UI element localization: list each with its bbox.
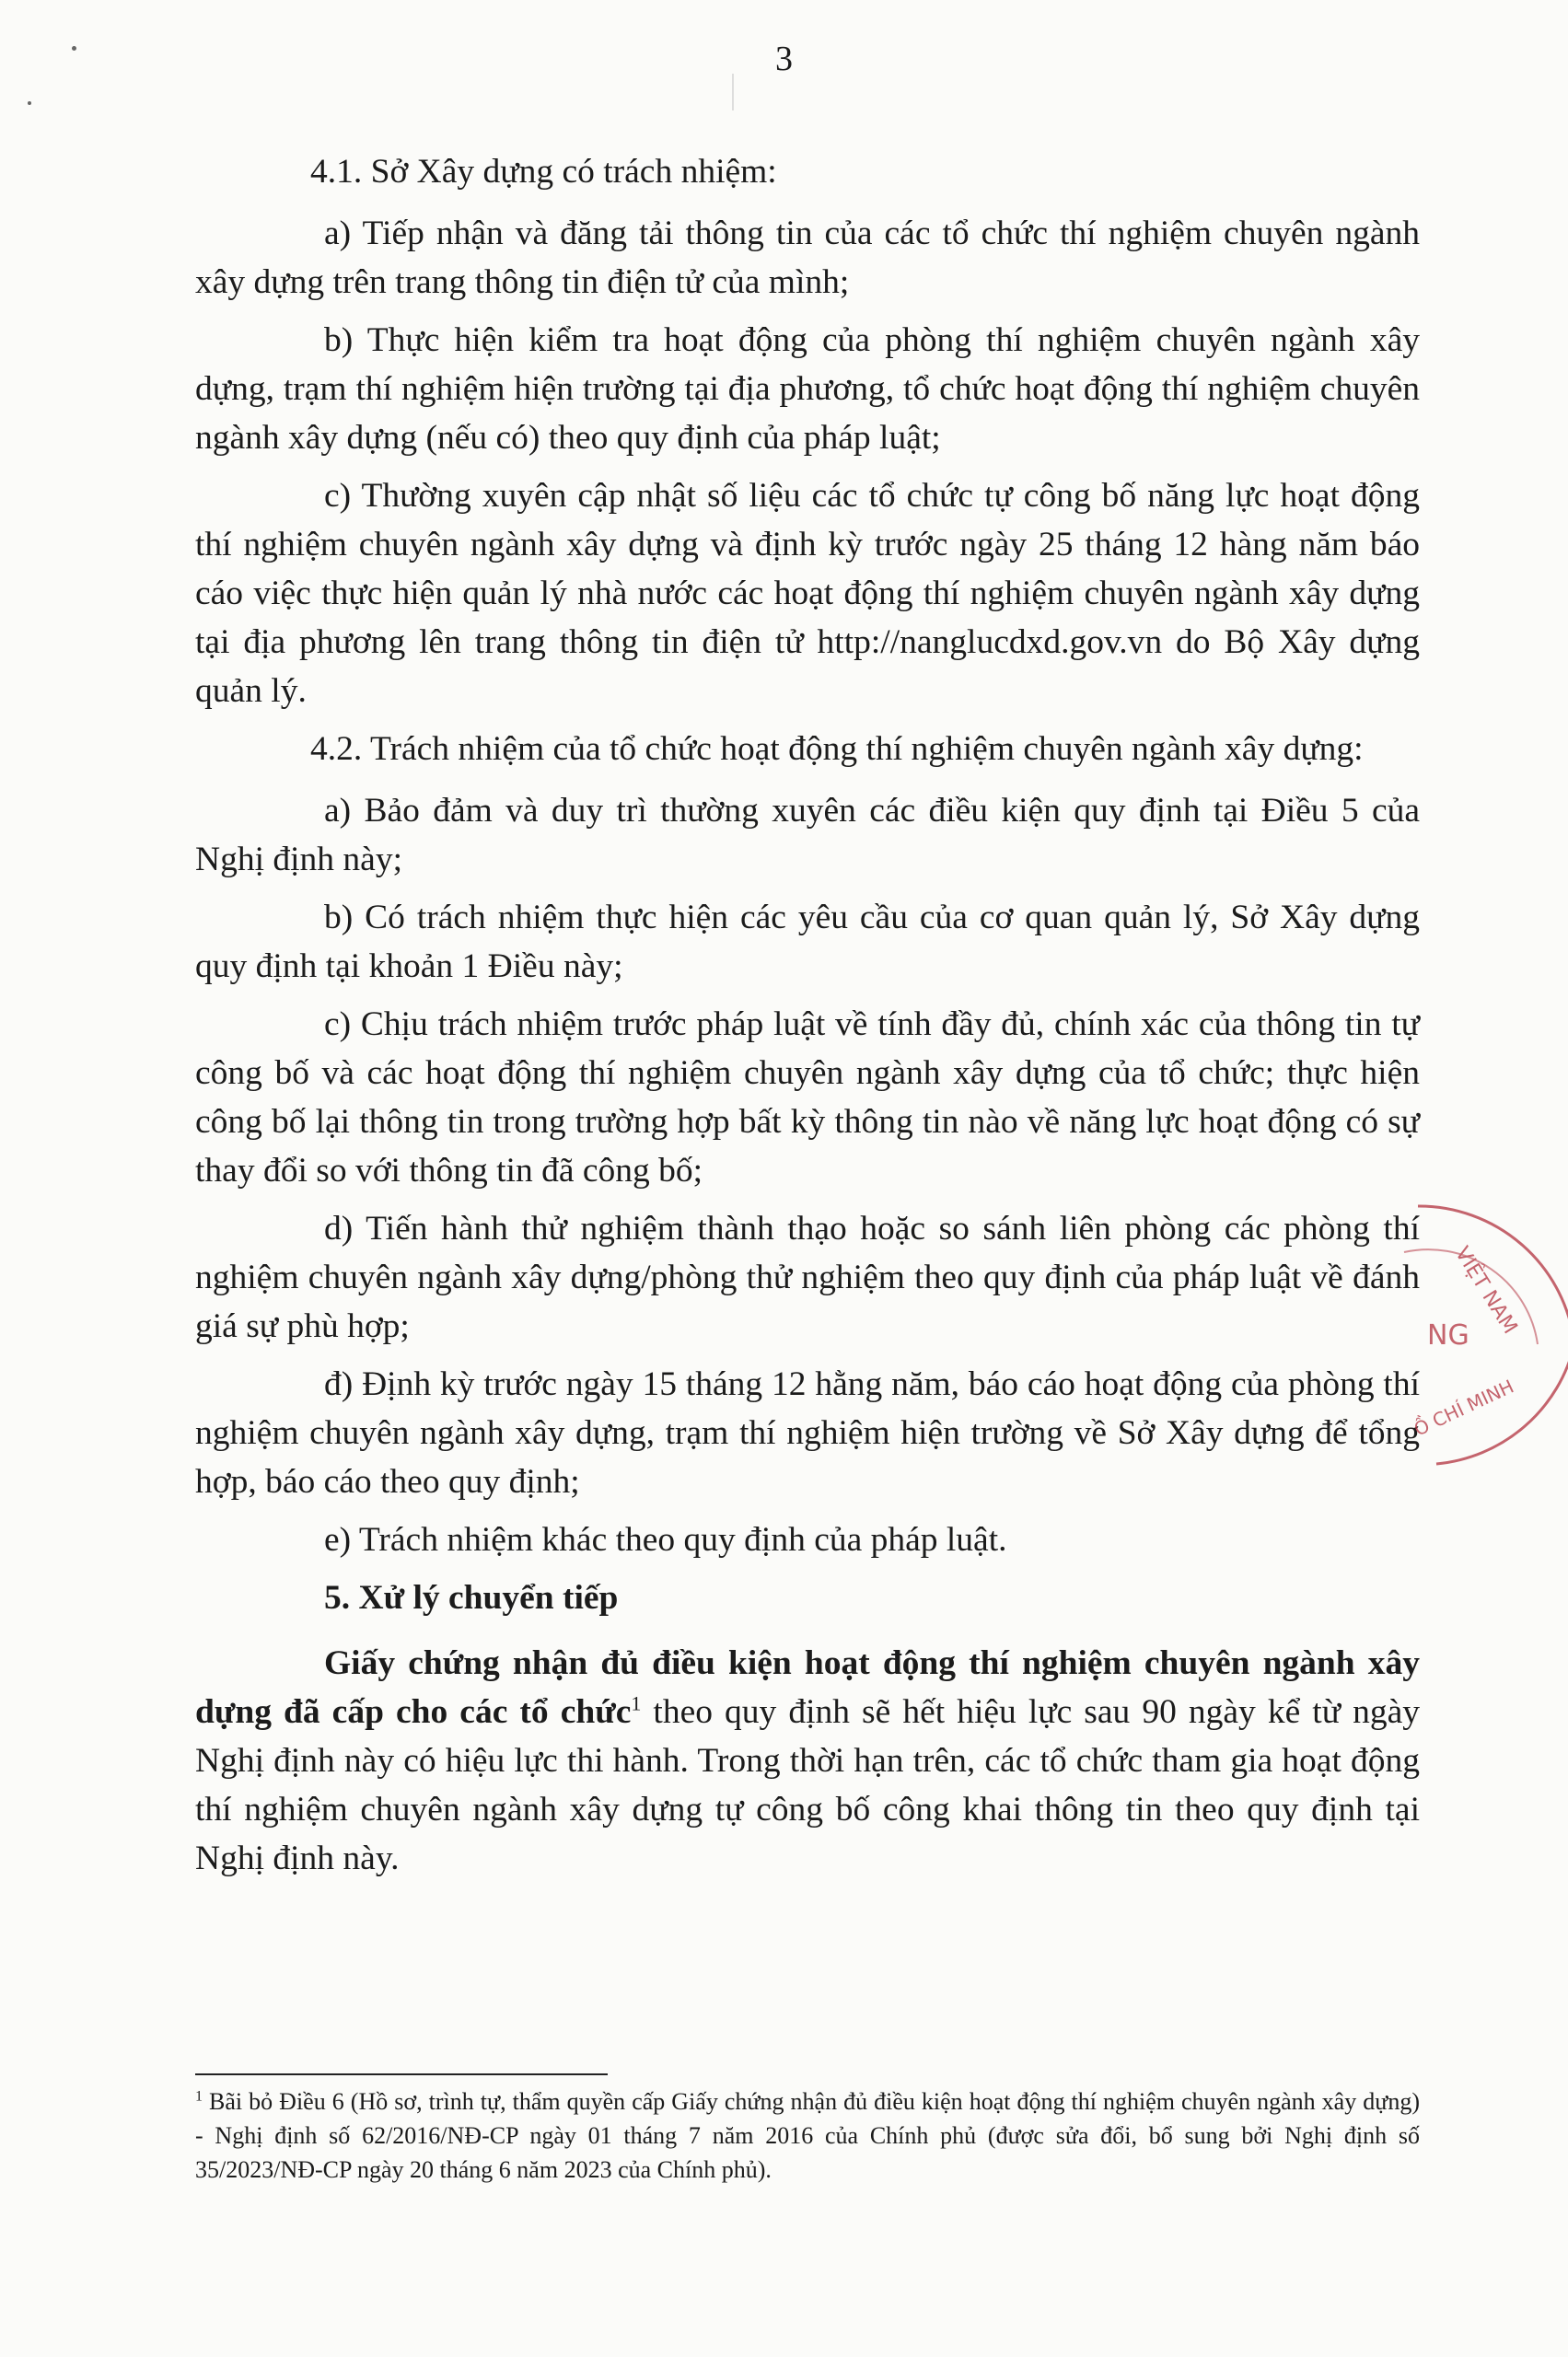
page-number: 3 [775,40,793,78]
seal-text-bottom: Ồ CHÍ MINH [1410,1375,1517,1441]
clause-4-2-c: c) Chịu trách nhiệm trước pháp luật về tính đầy đủ, chính xác của thông tin tự công bố và các hoạt động thí nghiệm chuyên ngành xây dựng của tổ chức; thực hiện công bố lại thông tin trong trường hợp bất kỳ thông tin nào về năng lực hoạt động có sự thay đổi so với thông tin đã công bố; [195,1005,1420,1190]
footnote-reference[interactable]: 1 [631,1691,642,1715]
seal-text-mid: NG [1427,1319,1469,1352]
clause-4-2-heading: 4.2. Trách nhiệm của tổ chức hoạt động thí nghiệm chuyên ngành xây dựng: [310,730,1364,768]
clause-4-2-dd: đ) Định kỳ trước ngày 15 tháng 12 hằng năm, báo cáo hoạt động của phòng thí nghiệm chuyên ngành xây dựng, trạm thí nghiệm hiện trường về Sở Xây dựng để tổng hợp, báo cáo theo quy định; [195,1365,1420,1501]
clause-4-1-c: c) Thường xuyên cập nhật số liệu các tổ chức tự công bố năng lực hoạt động thí nghiệm chuyên ngành xây dựng và định kỳ trước ngày 25 tháng 12 hàng năm báo cáo việc thực hiện quản lý nhà nước các hoạt động thí nghiệm chuyên ngành xây dựng tại địa phương lên trang thông tin điện tử http://nanglucdxd.gov.vn do Bộ Xây dựng quản lý. [195,477,1420,710]
official-seal-stamp [1400,1188,1568,1482]
section-5-paragraph [195,1639,1420,1883]
section-5-title: 5. Xử lý chuyển tiếp [324,1579,619,1617]
clause-4-2-d: d) Tiến hành thử nghiệm thành thạo hoặc so sánh liên phòng các phòng thí nghiệm chuyên ngành xây dựng/phòng thử nghiệm theo quy định của pháp luật về đánh giá sự phù hợp; [195,1210,1420,1345]
footnote-separator [195,2073,608,2075]
scan-mark [732,74,734,110]
clause-4-1-b: b) Thực hiện kiểm tra hoạt động của phòng thí nghiệm chuyên ngành xây dựng, trạm thí nghiệm hiện trường tại địa phương, tổ chức hoạt động thí nghiệm chuyên ngành xây dựng (nếu có) theo quy định của pháp luật; [195,321,1420,457]
footnote-marker: 1 [195,2088,203,2105]
clause-4-2-b: b) Có trách nhiệm thực hiện các yêu cầu của cơ quan quản lý, Sở Xây dựng quy định tại khoản 1 Điều này; [195,899,1420,985]
scan-speck [28,101,31,105]
seal-text-top: VIỆT NAM [1449,1242,1522,1339]
clause-4-2-a: a) Bảo đảm và duy trì thường xuyên các điều kiện quy định tại Điều 5 của Nghị định này; [195,792,1420,878]
clause-4-1-a: a) Tiếp nhận và đăng tải thông tin của các tổ chức thí nghiệm chuyên ngành xây dựng trên trang thông tin điện tử của mình; [195,215,1420,301]
clause-4-2-e: e) Trách nhiệm khác theo quy định của pháp luật. [324,1521,1007,1559]
footnote-text: Bãi bỏ Điều 6 (Hồ sơ, trình tự, thẩm quyền cấp Giấy chứng nhận đủ điều kiện hoạt động thí nghiệm chuyên ngành xây dựng) - Nghị định số 62/2016/NĐ-CP ngày 01 tháng 7 năm 2016 của Chính phủ (được sửa đổi, bổ sung bởi Nghị định số 35/2023/NĐ-CP ngày 20 tháng 6 năm 2023 của Chính phủ). [195,2088,1420,2183]
document-body [195,147,1420,1892]
footnote [195,2084,1420,2187]
section-5-bold-text: Giấy chứng nhận đủ điều kiện hoạt động thí nghiệm chuyên ngành xây dựng đã cấp cho các tổ chức [195,1644,1420,1731]
clause-4-1-heading: 4.1. Sở Xây dựng có trách nhiệm: [310,153,777,191]
section-5-text: theo quy định sẽ hết hiệu lực sau 90 ngày kể từ ngày Nghị định này có hiệu lực thi hành. Trong thời hạn trên, các tổ chức tham gia hoạt động thí nghiệm chuyên ngành xây dựng tự công bố công khai thông tin theo quy định tại Nghị định này. [195,1693,1420,1877]
